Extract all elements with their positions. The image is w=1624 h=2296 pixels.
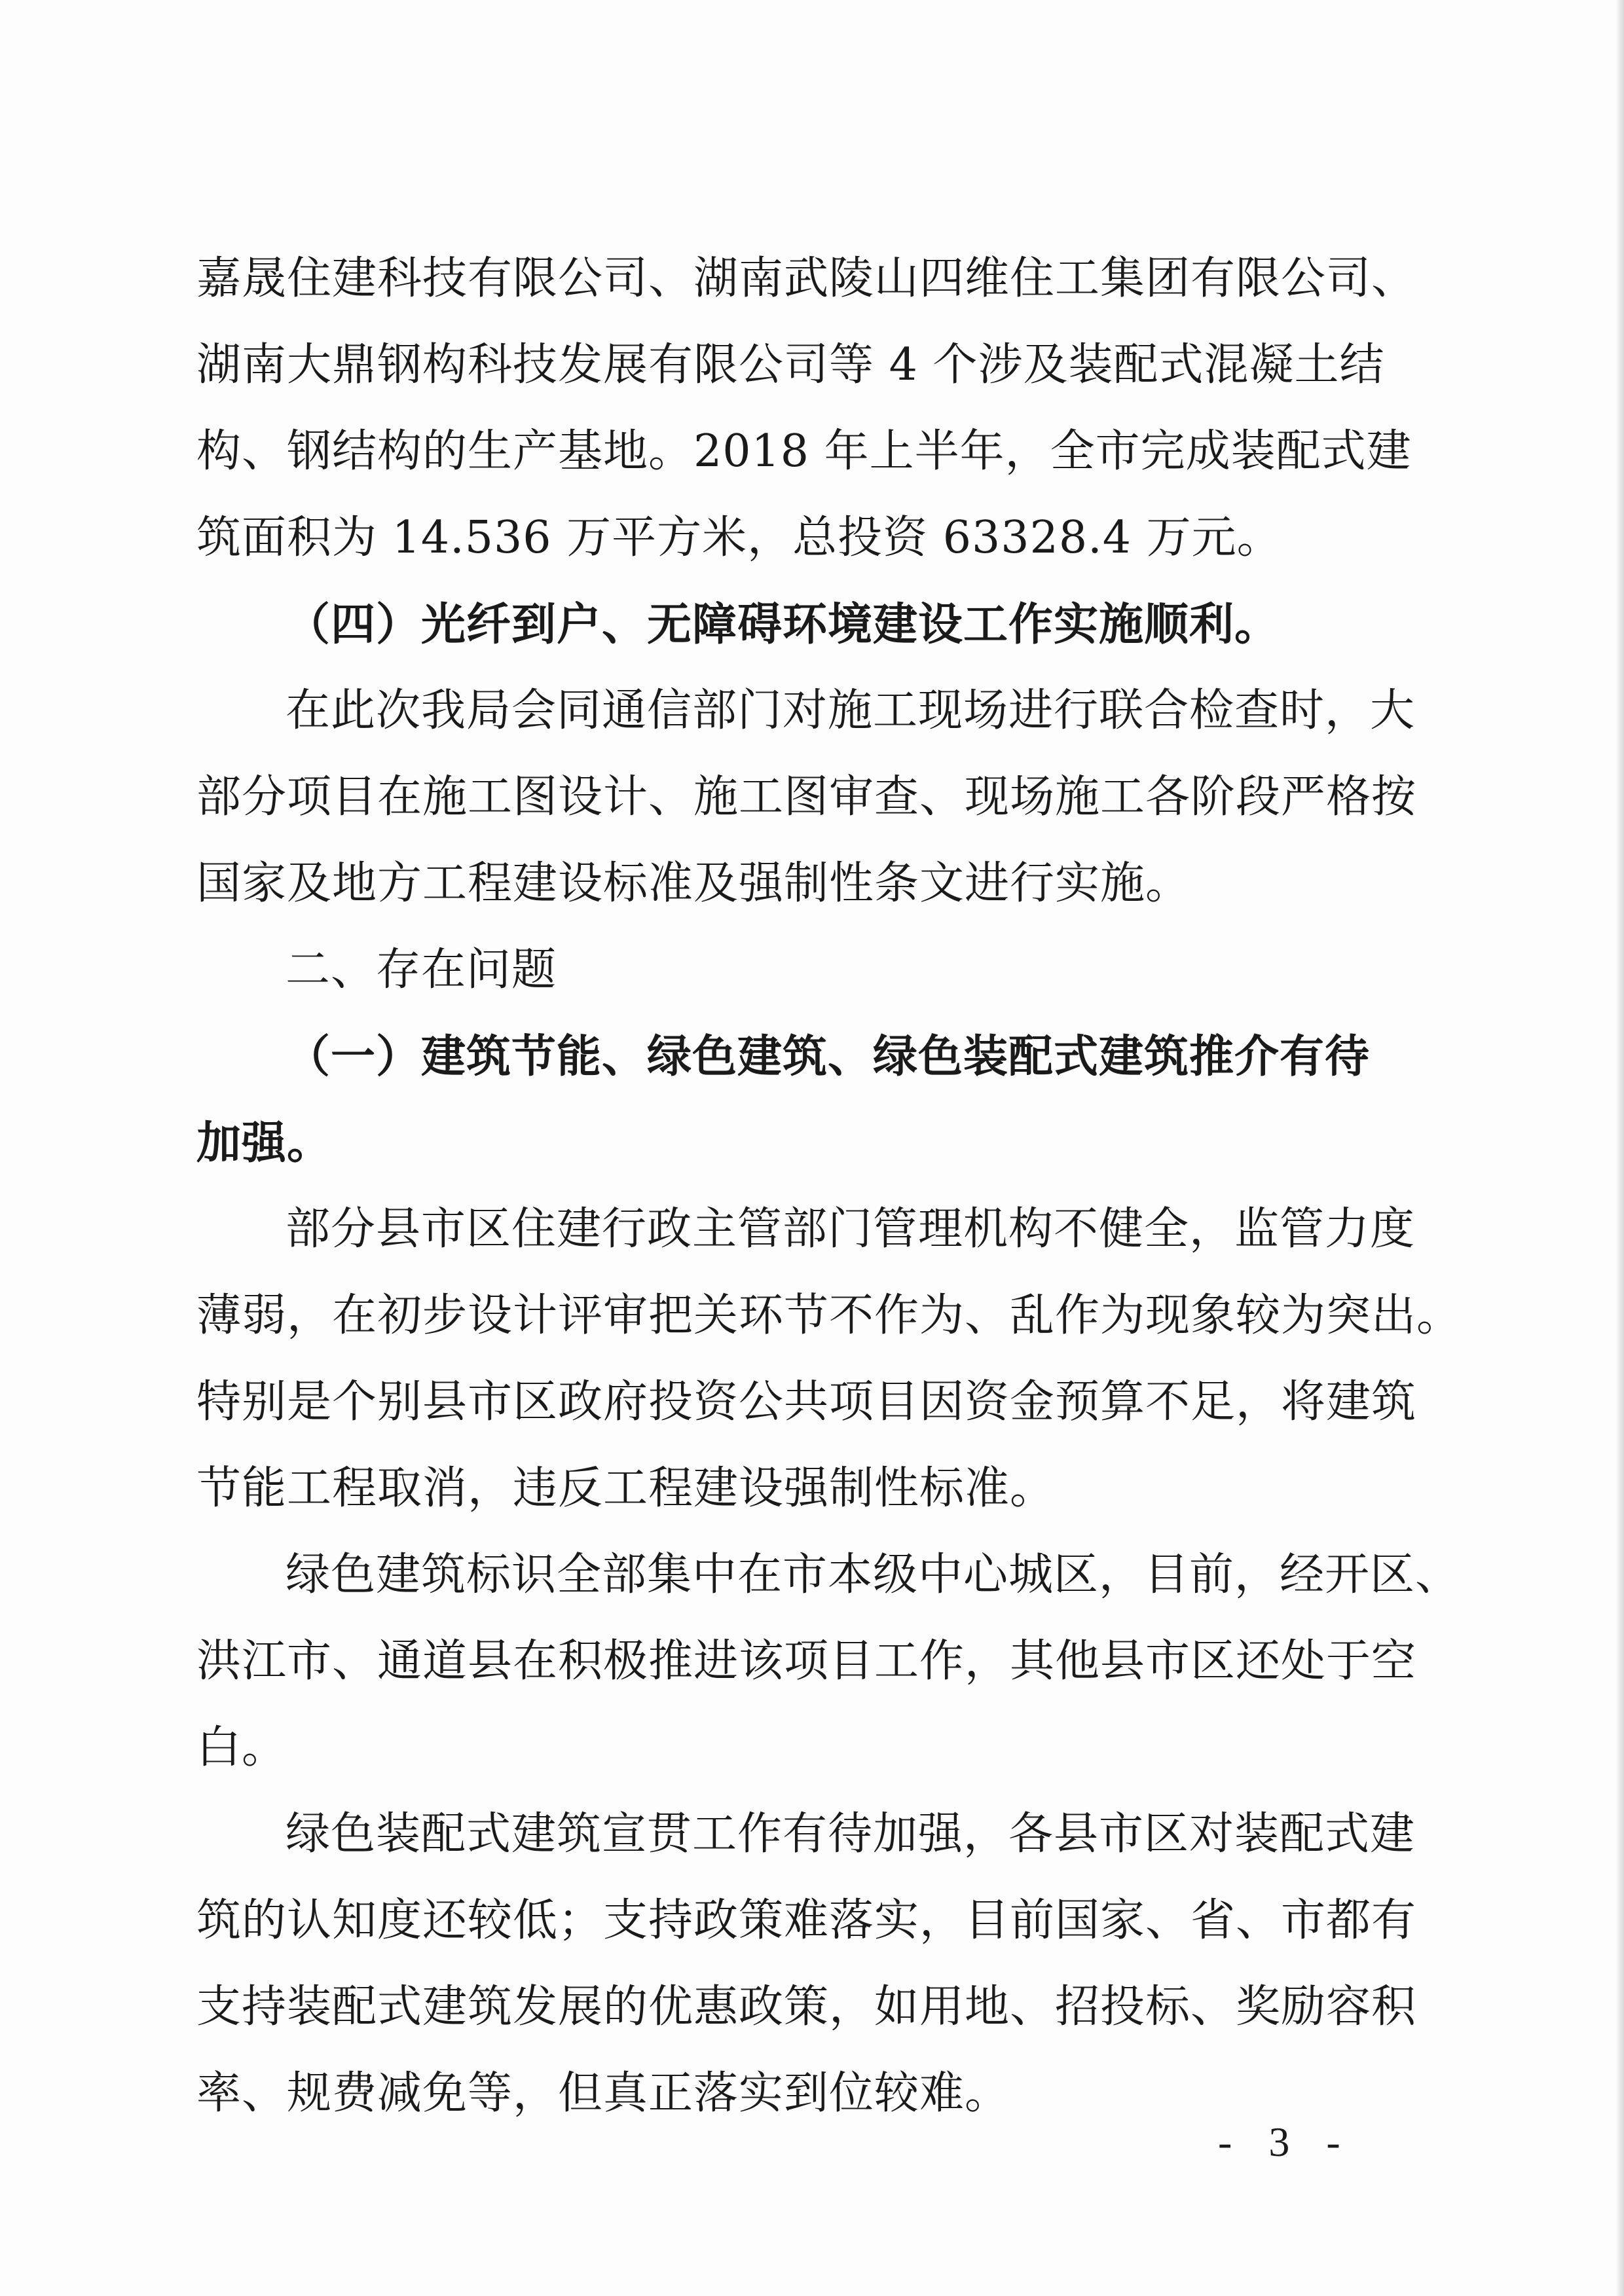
body-line: 部分项目在施工图设计、施工图审查、现场施工各阶段严格按 (196, 771, 1417, 823)
body-line: 特别是个别县市区政府投资公共项目因资金预算不足，将建筑 (196, 1376, 1417, 1428)
body-line: 筑面积为 14.536 万平方米，总投资 63328.4 万元。 (196, 512, 1282, 564)
body-line: 嘉晟住建科技有限公司、湖南武陵山四维住工集团有限公司、 (196, 253, 1417, 304)
document-body (196, 236, 1462, 2137)
body-line: 绿色建筑标识全部集中在市本级中心城区，目前，经开区、 (286, 1549, 1461, 1601)
body-line: 率、规费减免等，但真正落实到位较难。 (196, 2068, 1010, 2119)
body-line: 白。 (196, 1722, 287, 1774)
body-line: 构、钢结构的生产基地。2018 年上半年，全市完成装配式建 (196, 426, 1412, 477)
body-line: 洪江市、通道县在积极推进该项目工作，其他县市区还处于空 (196, 1635, 1417, 1687)
body-line: 绿色装配式建筑宣贯工作有待加强，各县市区对装配式建 (286, 1808, 1416, 1860)
section-heading-fiber-accessibility: （四）光纤到户、无障碍环境建设工作实施顺利。 (286, 598, 1280, 651)
body-line: 支持装配式建筑发展的优惠政策，如用地、招投标、奖励容积 (196, 1981, 1417, 2033)
body-line: 部分县市区住建行政主管部门管理机构不健全，监管力度 (286, 1203, 1416, 1255)
page-number: - 3 - (1218, 2119, 1354, 2165)
section-heading-problems: 二、存在问题 (286, 944, 557, 996)
subsection-heading-promotion-cont: 加强。 (196, 1117, 333, 1169)
body-line: 薄弱，在初步设计评审把关环节不作为、乱作为现象较为突出。 (196, 1290, 1462, 1341)
scan-edge-shadow (1615, 0, 1624, 2296)
body-line: 在此次我局会同通信部门对施工现场进行联合检查时，大 (286, 685, 1416, 737)
body-line: 节能工程取消，违反工程建设强制性标准。 (196, 1463, 1056, 1514)
body-line: 筑的认知度还较低；支持政策难落实，目前国家、省、市都有 (196, 1895, 1417, 1946)
subsection-heading-promotion: （一）建筑节能、绿色建筑、绿色装配式建筑推介有待 (286, 1030, 1371, 1083)
body-line: 国家及地方工程建设标准及强制性条文进行实施。 (196, 858, 1191, 909)
body-line: 湖南大鼎钢构科技发展有限公司等 4 个涉及装配式混凝土结 (196, 339, 1385, 391)
